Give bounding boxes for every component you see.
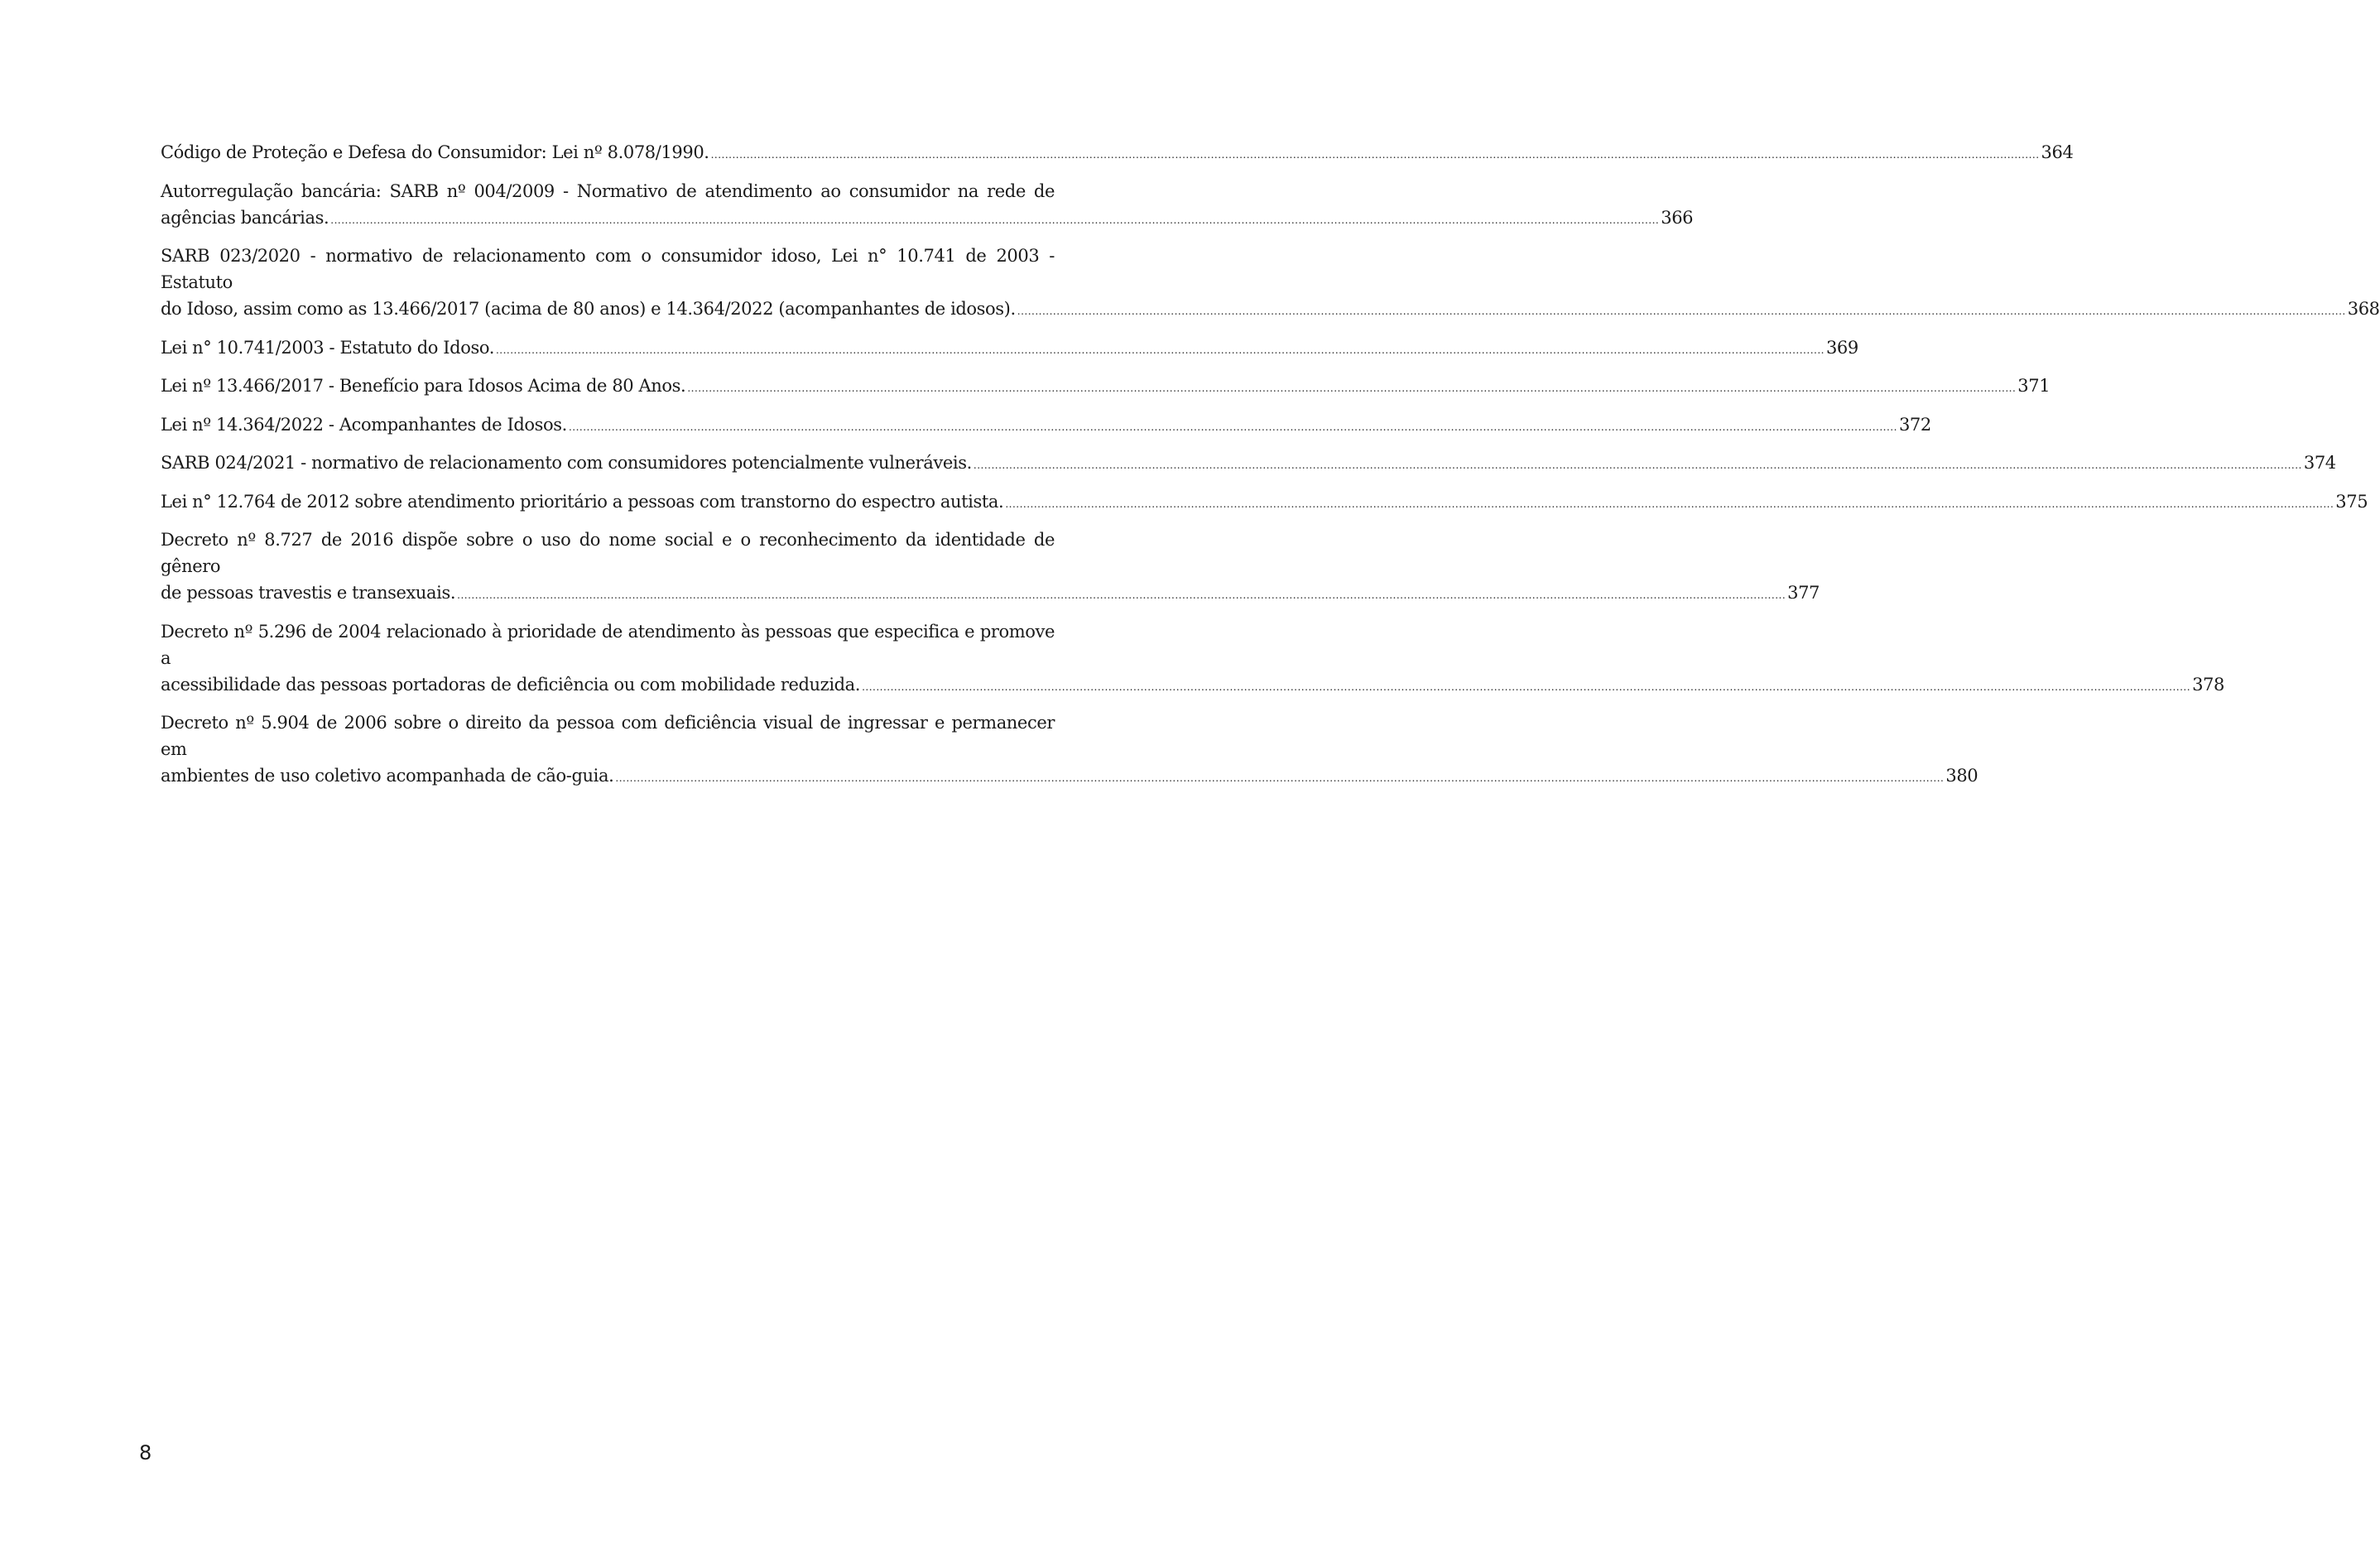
toc-entry-line	[161, 373, 2051, 401]
dot-leader	[1005, 491, 2334, 517]
dot-leader	[862, 674, 2190, 700]
dot-leader	[615, 765, 1944, 791]
toc-entry-page: 380	[1945, 766, 1979, 786]
toc-entry-page: 369	[1825, 337, 1858, 358]
toc-entry-line	[161, 671, 2224, 700]
toc-entry-title-line: Decreto nº 8.727 de 2016 dispõe sobre o uso do nome social e o reconhecimento da identidade de gênero	[161, 530, 1055, 576]
toc-entry-line	[161, 488, 2368, 517]
toc-entry-line	[161, 204, 1694, 233]
toc-entry[interactable]	[161, 334, 1858, 363]
toc-entry-title: acessibilidade das pessoas portadoras de deficiência ou com mobilidade reduzida.	[161, 674, 861, 695]
dot-leader	[687, 375, 2016, 401]
toc-entry-line	[161, 411, 1931, 440]
toc-entry-page: 372	[1898, 414, 1931, 435]
toc-entry-title: Código de Proteção e Defesa do Consumidor: Lei nº 8.078/1990.	[161, 142, 709, 162]
toc-entry-title: Lei n° 12.764 de 2012 sobre atendimento prioritário a pessoas com transtorno do espectro autista.	[161, 491, 1004, 512]
toc-entry-line	[161, 296, 2380, 325]
toc-entry-line	[161, 334, 1858, 363]
toc-entry-page: 371	[2017, 376, 2051, 396]
toc-entry-page: 378	[2192, 674, 2224, 695]
toc-entry-title: Lei n° 10.741/2003 - Estatuto do Idoso.	[161, 337, 494, 358]
dot-leader	[496, 337, 1825, 363]
toc-entry-title: de pessoas travestis e transexuais.	[161, 583, 456, 603]
table-of-contents	[161, 139, 2380, 801]
toc-entry-title: Lei nº 13.466/2017 - Benefício para Idosos Acima de 80 Anos.	[161, 376, 686, 396]
toc-entry-line	[161, 139, 2074, 168]
dot-leader	[974, 452, 2302, 478]
dot-leader	[330, 207, 1659, 233]
toc-entry[interactable]	[161, 449, 2336, 478]
toc-entry-title: SARB 024/2021 - normativo de relacionamento com consumidores potencialmente vulneráveis.	[161, 453, 972, 473]
toc-entry[interactable]	[161, 526, 1820, 608]
toc-entry-title-line: Decreto nº 5.296 de 2004 relacionado à prioridade de atendimento às pessoas que especifica e promove a	[161, 621, 1055, 668]
toc-entry[interactable]	[161, 139, 2074, 168]
toc-entry[interactable]	[161, 178, 1694, 233]
toc-entry[interactable]	[161, 709, 1979, 791]
dot-leader	[1017, 298, 2346, 325]
toc-entry[interactable]	[161, 373, 2051, 401]
toc-entry-title-line: Decreto nº 5.904 de 2006 sobre o direito da pessoa com deficiência visual de ingressar e permanecer em	[161, 713, 1055, 759]
toc-entry[interactable]	[161, 488, 2368, 517]
toc-entry-page: 364	[2041, 142, 2074, 162]
toc-entry-page: 375	[2335, 491, 2368, 512]
toc-entry[interactable]	[161, 243, 2380, 325]
toc-entry-line	[161, 449, 2336, 478]
toc-entry-page: 377	[1787, 583, 1820, 603]
toc-entry-title: ambientes de uso coletivo acompanhada de cão-guia.	[161, 766, 614, 786]
toc-entry-title: agências bancárias.	[161, 207, 329, 228]
toc-entry-title: Lei nº 14.364/2022 - Acompanhantes de Idosos.	[161, 414, 567, 435]
dot-leader	[569, 414, 1897, 440]
toc-entry-title: do Idoso, assim como as 13.466/2017 (acima de 80 anos) e 14.364/2022 (acompanhantes de idosos).	[161, 299, 1016, 319]
page-number: 8	[139, 1441, 152, 1464]
dot-leader	[711, 142, 2040, 168]
toc-entry-line	[161, 762, 1979, 791]
toc-entry-page: 366	[1661, 207, 1694, 228]
toc-entry-title-line: SARB 023/2020 - normativo de relacionamento com o consumidor idoso, Lei n° 10.741 de 2003 - Estatuto	[161, 246, 1055, 292]
toc-entry-page: 374	[2303, 453, 2336, 473]
dot-leader	[457, 582, 1786, 608]
toc-entry-line	[161, 579, 1820, 608]
toc-entry[interactable]	[161, 618, 2224, 700]
toc-entry-title-line: Autorregulação bancária: SARB nº 004/2009 - Normativo de atendimento ao consumidor na rede de	[161, 180, 1055, 201]
toc-entry-page: 368	[2347, 299, 2380, 319]
toc-entry[interactable]	[161, 411, 1931, 440]
